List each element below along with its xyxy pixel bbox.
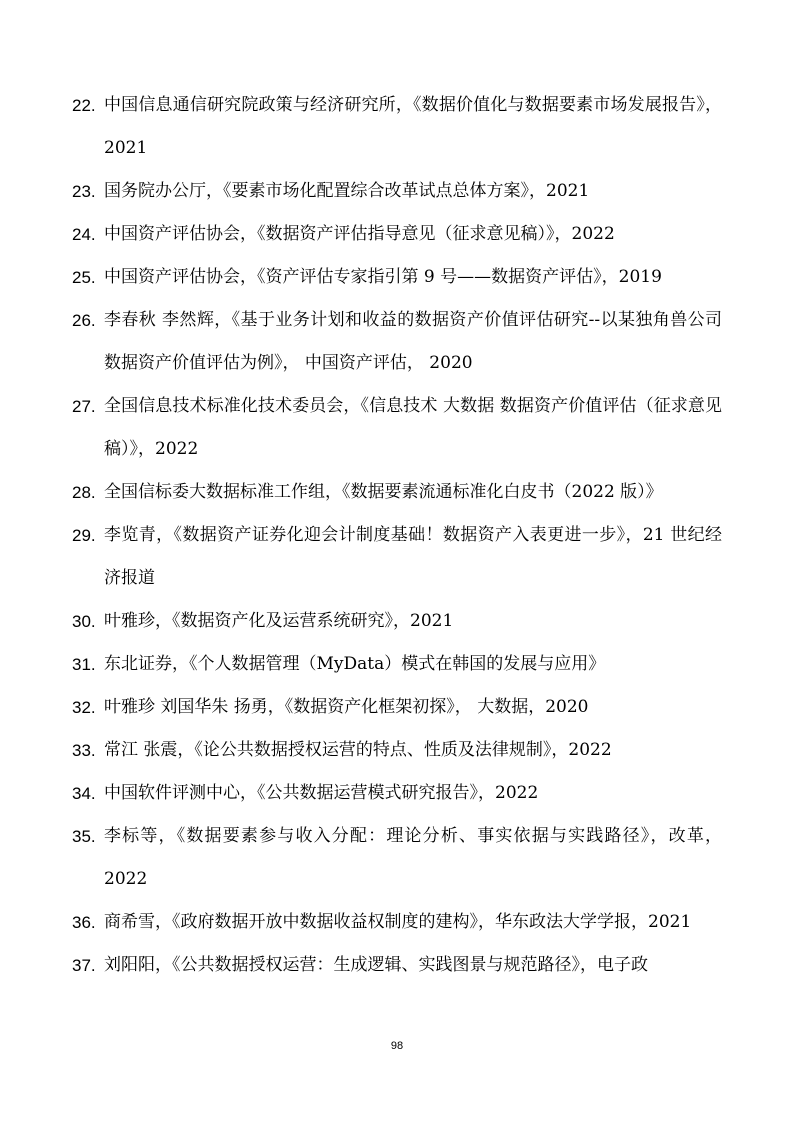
reference-item [72,299,722,385]
reference-item [72,600,722,643]
reference-item [72,729,722,772]
reference-text: 全国信息技术标准化技术委员会，《信息技术 大数据 数据资产价值评估（征求意见稿）》，2022 [104,396,722,459]
reference-number: 24. [72,225,96,244]
reference-number: 33. [72,741,96,760]
reference-item [72,643,722,686]
reference-item [72,256,722,299]
reference-item [72,901,722,944]
page-number: 98 [390,1040,404,1052]
reference-number: 25. [72,268,96,287]
reference-number: 22. [72,96,96,115]
reference-list [72,84,722,987]
reference-text: 叶雅珍 刘国华朱 扬勇，《数据资产化框架初探》， 大数据，2020 [104,697,589,717]
reference-number: 28. [72,483,96,502]
reference-item [72,772,722,815]
reference-text: 东北证券，《个人数据管理（MyData）模式在韩国的发展与应用》 [104,654,606,674]
reference-number: 31. [72,655,96,674]
reference-text: 李标等，《数据要素参与收入分配：理论分析、事实依据与实践路径》，改革，2022 [104,826,722,889]
reference-text: 国务院办公厅，《要素市场化配置综合改革试点总体方案》，2021 [104,181,590,201]
reference-text: 中国信息通信研究院政策与经济研究所，《数据价值化与数据要素市场发展报告》，2021 [104,95,722,158]
reference-text: 全国信标委大数据标准工作组，《数据要素流通标准化白皮书（2022 版）》 [104,482,663,502]
reference-number: 30. [72,612,96,631]
reference-number: 34. [72,784,96,803]
reference-number: 26. [72,311,96,330]
reference-item [72,213,722,256]
reference-item [72,471,722,514]
reference-item [72,170,722,213]
reference-number: 37. [72,956,96,975]
reference-item [72,84,722,170]
reference-number: 27. [72,397,96,416]
reference-number: 32. [72,698,96,717]
reference-number: 29. [72,526,96,545]
reference-item [72,514,722,600]
reference-number: 23. [72,182,96,201]
reference-number: 35. [72,827,96,846]
reference-text: 李春秋 李然辉，《基于业务计划和收益的数据资产价值评估研究--以某独角兽公司数据资产价值评估为例》， 中国资产评估， 2020 [104,310,722,373]
reference-item [72,686,722,729]
reference-text: 中国资产评估协会，《数据资产评估指导意见（征求意见稿）》，2022 [104,224,615,244]
reference-item [72,815,722,901]
reference-text: 中国软件评测中心，《公共数据运营模式研究报告》，2022 [104,783,539,803]
reference-text: 叶雅珍，《数据资产化及运营系统研究》，2021 [104,611,454,631]
reference-item [72,385,722,471]
reference-text: 中国资产评估协会，《资产评估专家指引第 9 号——数据资产评估》，2019 [104,267,662,287]
reference-text: 刘阳阳，《公共数据授权运营：生成逻辑、实践图景与规范路径》，电子政 [104,955,648,975]
reference-item [72,944,722,987]
reference-number: 36. [72,913,96,932]
reference-text: 商希雪，《政府数据开放中数据收益权制度的建构》，华东政法大学学报，2021 [104,912,692,932]
reference-text: 李览青，《数据资产证券化迎会计制度基础！数据资产入表更进一步》，21 世纪经济报道 [104,525,722,588]
reference-text: 常江 张震，《论公共数据授权运营的特点、性质及法律规制》，2022 [104,740,612,760]
